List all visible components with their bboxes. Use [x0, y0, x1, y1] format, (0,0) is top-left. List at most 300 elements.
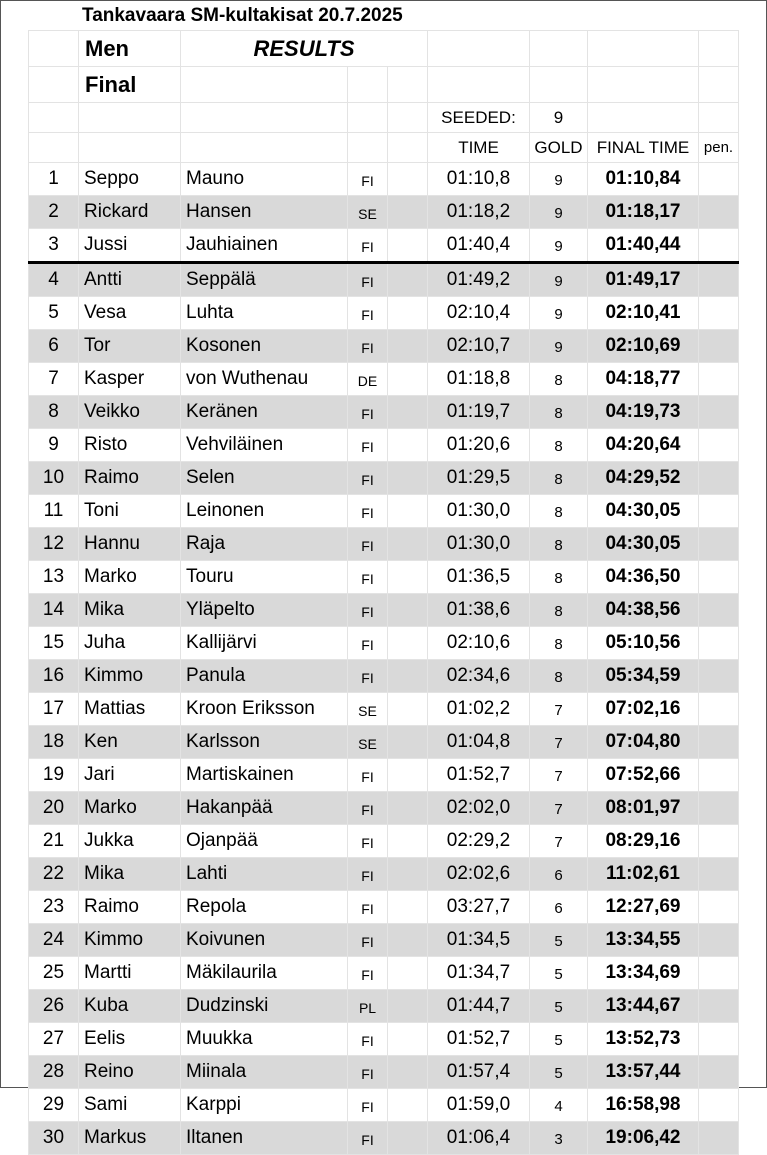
gold-count-cell: 5 [530, 1056, 588, 1089]
table-row [29, 363, 739, 396]
country-code-cell: FI [348, 792, 388, 825]
first-name-cell: Mika [79, 594, 181, 627]
final-time-cell: 04:19,73 [588, 396, 699, 429]
final-time-cell: 08:01,97 [588, 792, 699, 825]
results-heading: RESULTS [181, 31, 428, 67]
penalty-cell [699, 528, 739, 561]
penalty-cell [699, 594, 739, 627]
time-cell: 01:18,8 [428, 363, 530, 396]
penalty-cell [699, 693, 739, 726]
column-header-penalty: pen. [699, 133, 739, 163]
last-name-cell: Keränen [181, 396, 348, 429]
last-name-cell: Ojanpää [181, 825, 348, 858]
gold-count-cell: 8 [530, 660, 588, 693]
rank-cell: 7 [29, 363, 79, 396]
time-cell: 02:02,6 [428, 858, 530, 891]
time-cell: 01:52,7 [428, 759, 530, 792]
first-name-cell: Reino [79, 1056, 181, 1089]
penalty-cell [699, 1089, 739, 1122]
time-cell: 01:06,4 [428, 1122, 530, 1155]
last-name-cell: Leinonen [181, 495, 348, 528]
round-label: Final [79, 67, 181, 103]
table-row [29, 429, 739, 462]
table-row [29, 726, 739, 759]
seeded-label: SEEDED: [428, 103, 530, 133]
table-row [29, 396, 739, 429]
final-time-cell: 11:02,61 [588, 858, 699, 891]
last-name-cell: Mäkilaurila [181, 957, 348, 990]
country-code-cell: FI [348, 462, 388, 495]
rank-cell: 27 [29, 1023, 79, 1056]
rank-cell: 19 [29, 759, 79, 792]
first-name-cell: Veikko [79, 396, 181, 429]
final-time-cell: 04:38,56 [588, 594, 699, 627]
time-cell: 01:20,6 [428, 429, 530, 462]
first-name-cell: Kuba [79, 990, 181, 1023]
penalty-cell [699, 759, 739, 792]
spacer-cell [388, 330, 428, 363]
country-code-cell: SE [348, 693, 388, 726]
time-cell: 01:30,0 [428, 528, 530, 561]
gold-count-cell: 8 [530, 396, 588, 429]
penalty-cell [699, 1056, 739, 1089]
last-name-cell: Mauno [181, 163, 348, 196]
rank-cell: 10 [29, 462, 79, 495]
table-row [29, 693, 739, 726]
table-row [29, 1089, 739, 1122]
final-time-cell: 01:10,84 [588, 163, 699, 196]
gold-count-cell: 6 [530, 858, 588, 891]
time-cell: 01:30,0 [428, 495, 530, 528]
country-code-cell: FI [348, 627, 388, 660]
table-row [29, 1122, 739, 1155]
table-row [29, 627, 739, 660]
rank-cell: 22 [29, 858, 79, 891]
spacer-cell [388, 792, 428, 825]
table-row [29, 196, 739, 229]
last-name-cell: Vehviläinen [181, 429, 348, 462]
time-cell: 01:29,5 [428, 462, 530, 495]
spacer-cell [388, 297, 428, 330]
penalty-cell [699, 330, 739, 363]
final-time-cell: 08:29,16 [588, 825, 699, 858]
time-cell: 02:10,4 [428, 297, 530, 330]
seeded-value: 9 [530, 103, 588, 133]
gold-count-cell: 8 [530, 594, 588, 627]
country-code-cell: FI [348, 396, 388, 429]
spacer-cell [388, 528, 428, 561]
table-row [29, 759, 739, 792]
table-row [29, 561, 739, 594]
first-name-cell: Rickard [79, 196, 181, 229]
country-code-cell: FI [348, 825, 388, 858]
country-code-cell: FI [348, 594, 388, 627]
table-row [29, 594, 739, 627]
country-code-cell: FI [348, 759, 388, 792]
spacer-cell [388, 462, 428, 495]
country-code-cell: SE [348, 726, 388, 759]
first-name-cell: Marko [79, 561, 181, 594]
country-code-cell: FI [348, 229, 388, 263]
gold-count-cell: 3 [530, 1122, 588, 1155]
time-cell: 01:18,2 [428, 196, 530, 229]
gold-count-cell: 8 [530, 561, 588, 594]
penalty-cell [699, 792, 739, 825]
first-name-cell: Vesa [79, 297, 181, 330]
final-time-cell: 16:58,98 [588, 1089, 699, 1122]
rank-cell: 30 [29, 1122, 79, 1155]
final-time-cell: 01:18,17 [588, 196, 699, 229]
spacer-cell [388, 759, 428, 792]
final-time-cell: 04:18,77 [588, 363, 699, 396]
first-name-cell: Raimo [79, 891, 181, 924]
table-row [29, 825, 739, 858]
final-time-cell: 07:02,16 [588, 693, 699, 726]
rank-cell: 29 [29, 1089, 79, 1122]
spacer-cell [388, 1089, 428, 1122]
table-row [29, 924, 739, 957]
final-time-cell: 13:44,67 [588, 990, 699, 1023]
table-row [29, 163, 739, 196]
rank-cell: 21 [29, 825, 79, 858]
last-name-cell: Karlsson [181, 726, 348, 759]
penalty-cell [699, 429, 739, 462]
last-name-cell: Koivunen [181, 924, 348, 957]
penalty-cell [699, 1122, 739, 1155]
final-time-cell: 04:30,05 [588, 495, 699, 528]
final-time-cell: 13:34,69 [588, 957, 699, 990]
penalty-cell [699, 627, 739, 660]
gold-count-cell: 9 [530, 297, 588, 330]
rank-cell: 12 [29, 528, 79, 561]
gold-count-cell: 5 [530, 1023, 588, 1056]
time-cell: 01:04,8 [428, 726, 530, 759]
gold-count-cell: 8 [530, 429, 588, 462]
time-cell: 01:52,7 [428, 1023, 530, 1056]
gold-count-cell: 6 [530, 891, 588, 924]
last-name-cell: Kroon Eriksson [181, 693, 348, 726]
final-time-cell: 04:20,64 [588, 429, 699, 462]
country-code-cell: FI [348, 1056, 388, 1089]
gold-count-cell: 7 [530, 759, 588, 792]
country-code-cell: FI [348, 528, 388, 561]
time-cell: 01:34,7 [428, 957, 530, 990]
time-cell: 03:27,7 [428, 891, 530, 924]
spacer-cell [388, 196, 428, 229]
country-code-cell: DE [348, 363, 388, 396]
penalty-cell [699, 924, 739, 957]
rank-cell: 16 [29, 660, 79, 693]
final-time-cell: 07:52,66 [588, 759, 699, 792]
penalty-cell [699, 858, 739, 891]
rank-cell: 23 [29, 891, 79, 924]
rank-cell: 2 [29, 196, 79, 229]
last-name-cell: Jauhiainen [181, 229, 348, 263]
final-time-cell: 01:49,17 [588, 263, 699, 297]
penalty-cell [699, 1023, 739, 1056]
gold-count-cell: 5 [530, 957, 588, 990]
rank-cell: 24 [29, 924, 79, 957]
rank-cell: 1 [29, 163, 79, 196]
table-row [29, 957, 739, 990]
final-time-cell: 04:30,05 [588, 528, 699, 561]
penalty-cell [699, 660, 739, 693]
last-name-cell: Hakanpää [181, 792, 348, 825]
penalty-cell [699, 297, 739, 330]
penalty-cell [699, 363, 739, 396]
event-title: Tankavaara SM-kultakisat 20.7.2025 [82, 5, 403, 26]
rank-cell: 28 [29, 1056, 79, 1089]
gold-count-cell: 9 [530, 330, 588, 363]
first-name-cell: Mattias [79, 693, 181, 726]
rank-cell: 25 [29, 957, 79, 990]
first-name-cell: Kimmo [79, 924, 181, 957]
final-time-cell: 13:57,44 [588, 1056, 699, 1089]
gold-count-cell: 9 [530, 229, 588, 263]
column-header-gold: GOLD [530, 133, 588, 163]
rank-cell: 20 [29, 792, 79, 825]
penalty-cell [699, 957, 739, 990]
first-name-cell: Sami [79, 1089, 181, 1122]
time-cell: 01:49,2 [428, 263, 530, 297]
penalty-cell [699, 229, 739, 263]
spacer-cell [388, 627, 428, 660]
spacer-cell [388, 1023, 428, 1056]
rank-cell: 9 [29, 429, 79, 462]
final-time-cell: 01:40,44 [588, 229, 699, 263]
penalty-cell [699, 561, 739, 594]
first-name-cell: Risto [79, 429, 181, 462]
gold-count-cell: 9 [530, 263, 588, 297]
rank-cell: 5 [29, 297, 79, 330]
country-code-cell: FI [348, 660, 388, 693]
country-code-cell: FI [348, 163, 388, 196]
country-code-cell: FI [348, 1089, 388, 1122]
last-name-cell: Selen [181, 462, 348, 495]
spacer-cell [388, 561, 428, 594]
last-name-cell: Muukka [181, 1023, 348, 1056]
table-row [29, 1023, 739, 1056]
last-name-cell: Hansen [181, 196, 348, 229]
spacer-cell [388, 825, 428, 858]
last-name-cell: Raja [181, 528, 348, 561]
penalty-cell [699, 196, 739, 229]
column-header-final-time: FINAL TIME [588, 133, 699, 163]
first-name-cell: Juha [79, 627, 181, 660]
first-name-cell: Marko [79, 792, 181, 825]
time-cell: 01:36,5 [428, 561, 530, 594]
last-name-cell: Iltanen [181, 1122, 348, 1155]
last-name-cell: Karppi [181, 1089, 348, 1122]
table-row [29, 297, 739, 330]
final-time-cell: 02:10,69 [588, 330, 699, 363]
first-name-cell: Kimmo [79, 660, 181, 693]
first-name-cell: Jussi [79, 229, 181, 263]
penalty-cell [699, 495, 739, 528]
time-cell: 02:02,0 [428, 792, 530, 825]
gold-count-cell: 8 [530, 528, 588, 561]
table-row [29, 462, 739, 495]
country-code-cell: FI [348, 891, 388, 924]
last-name-cell: Martiskainen [181, 759, 348, 792]
gold-count-cell: 7 [530, 825, 588, 858]
first-name-cell: Markus [79, 1122, 181, 1155]
country-code-cell: FI [348, 957, 388, 990]
rank-cell: 14 [29, 594, 79, 627]
rank-cell: 17 [29, 693, 79, 726]
first-name-cell: Raimo [79, 462, 181, 495]
table-row [29, 1056, 739, 1089]
spacer-cell [388, 495, 428, 528]
time-cell: 01:59,0 [428, 1089, 530, 1122]
first-name-cell: Seppo [79, 163, 181, 196]
country-code-cell: SE [348, 196, 388, 229]
final-time-cell: 05:34,59 [588, 660, 699, 693]
last-name-cell: Lahti [181, 858, 348, 891]
final-time-cell: 02:10,41 [588, 297, 699, 330]
spacer-cell [388, 363, 428, 396]
last-name-cell: Luhta [181, 297, 348, 330]
country-code-cell: FI [348, 1023, 388, 1056]
gold-count-cell: 8 [530, 462, 588, 495]
time-cell: 02:34,6 [428, 660, 530, 693]
gold-count-cell: 4 [530, 1089, 588, 1122]
time-cell: 01:44,7 [428, 990, 530, 1023]
time-cell: 01:34,5 [428, 924, 530, 957]
last-name-cell: Dudzinski [181, 990, 348, 1023]
gold-count-cell: 5 [530, 924, 588, 957]
table-row [29, 660, 739, 693]
final-time-cell: 19:06,42 [588, 1122, 699, 1155]
time-cell: 02:10,6 [428, 627, 530, 660]
penalty-cell [699, 163, 739, 196]
gold-count-cell: 9 [530, 163, 588, 196]
first-name-cell: Hannu [79, 528, 181, 561]
first-name-cell: Antti [79, 263, 181, 297]
first-name-cell: Eelis [79, 1023, 181, 1056]
penalty-cell [699, 990, 739, 1023]
time-cell: 02:29,2 [428, 825, 530, 858]
country-code-cell: PL [348, 990, 388, 1023]
spacer-cell [388, 891, 428, 924]
time-cell: 01:38,6 [428, 594, 530, 627]
country-code-cell: FI [348, 297, 388, 330]
country-code-cell: FI [348, 858, 388, 891]
country-code-cell: FI [348, 429, 388, 462]
category-label: Men [79, 31, 181, 67]
time-cell: 02:10,7 [428, 330, 530, 363]
first-name-cell: Tor [79, 330, 181, 363]
spacer-cell [388, 229, 428, 263]
gold-count-cell: 8 [530, 363, 588, 396]
rank-cell: 15 [29, 627, 79, 660]
final-time-cell: 04:36,50 [588, 561, 699, 594]
spacer-cell [388, 990, 428, 1023]
spacer-cell [388, 1056, 428, 1089]
last-name-cell: Repola [181, 891, 348, 924]
first-name-cell: Ken [79, 726, 181, 759]
table-row [29, 792, 739, 825]
rank-cell: 26 [29, 990, 79, 1023]
gold-count-cell: 7 [530, 693, 588, 726]
rank-cell: 8 [29, 396, 79, 429]
last-name-cell: Kosonen [181, 330, 348, 363]
last-name-cell: Panula [181, 660, 348, 693]
table-row [29, 495, 739, 528]
spacer-cell [388, 163, 428, 196]
final-time-cell: 05:10,56 [588, 627, 699, 660]
table-row [29, 528, 739, 561]
country-code-cell: FI [348, 263, 388, 297]
first-name-cell: Jukka [79, 825, 181, 858]
gold-count-cell: 8 [530, 627, 588, 660]
time-cell: 01:02,2 [428, 693, 530, 726]
rank-cell: 3 [29, 229, 79, 263]
penalty-cell [699, 263, 739, 297]
results-table [28, 30, 739, 1155]
gold-count-cell: 8 [530, 495, 588, 528]
penalty-cell [699, 462, 739, 495]
final-time-cell: 04:29,52 [588, 462, 699, 495]
spacer-cell [388, 1122, 428, 1155]
last-name-cell: von Wuthenau [181, 363, 348, 396]
country-code-cell: FI [348, 330, 388, 363]
country-code-cell: FI [348, 561, 388, 594]
spacer-cell [388, 924, 428, 957]
country-code-cell: FI [348, 495, 388, 528]
time-cell: 01:19,7 [428, 396, 530, 429]
table-row [29, 891, 739, 924]
spacer-cell [388, 429, 428, 462]
first-name-cell: Jari [79, 759, 181, 792]
rank-cell: 6 [29, 330, 79, 363]
last-name-cell: Yläpelto [181, 594, 348, 627]
gold-count-cell: 7 [530, 792, 588, 825]
spacer-cell [388, 660, 428, 693]
rank-cell: 4 [29, 263, 79, 297]
time-cell: 01:40,4 [428, 229, 530, 263]
country-code-cell: FI [348, 924, 388, 957]
final-time-cell: 13:52,73 [588, 1023, 699, 1056]
spacer-cell [388, 726, 428, 759]
last-name-cell: Kallijärvi [181, 627, 348, 660]
spacer-cell [388, 396, 428, 429]
final-time-cell: 07:04,80 [588, 726, 699, 759]
table-row [29, 330, 739, 363]
gold-count-cell: 9 [530, 196, 588, 229]
rank-cell: 11 [29, 495, 79, 528]
spacer-cell [388, 693, 428, 726]
spacer-cell [388, 594, 428, 627]
spacer-cell [388, 263, 428, 297]
country-code-cell: FI [348, 1122, 388, 1155]
penalty-cell [699, 825, 739, 858]
penalty-cell [699, 396, 739, 429]
last-name-cell: Touru [181, 561, 348, 594]
first-name-cell: Mika [79, 858, 181, 891]
first-name-cell: Kasper [79, 363, 181, 396]
first-name-cell: Toni [79, 495, 181, 528]
final-time-cell: 12:27,69 [588, 891, 699, 924]
gold-count-cell: 7 [530, 726, 588, 759]
rank-cell: 13 [29, 561, 79, 594]
column-header-time: TIME [428, 133, 530, 163]
spacer-cell [388, 858, 428, 891]
time-cell: 01:57,4 [428, 1056, 530, 1089]
rank-cell: 18 [29, 726, 79, 759]
last-name-cell: Miinala [181, 1056, 348, 1089]
penalty-cell [699, 891, 739, 924]
